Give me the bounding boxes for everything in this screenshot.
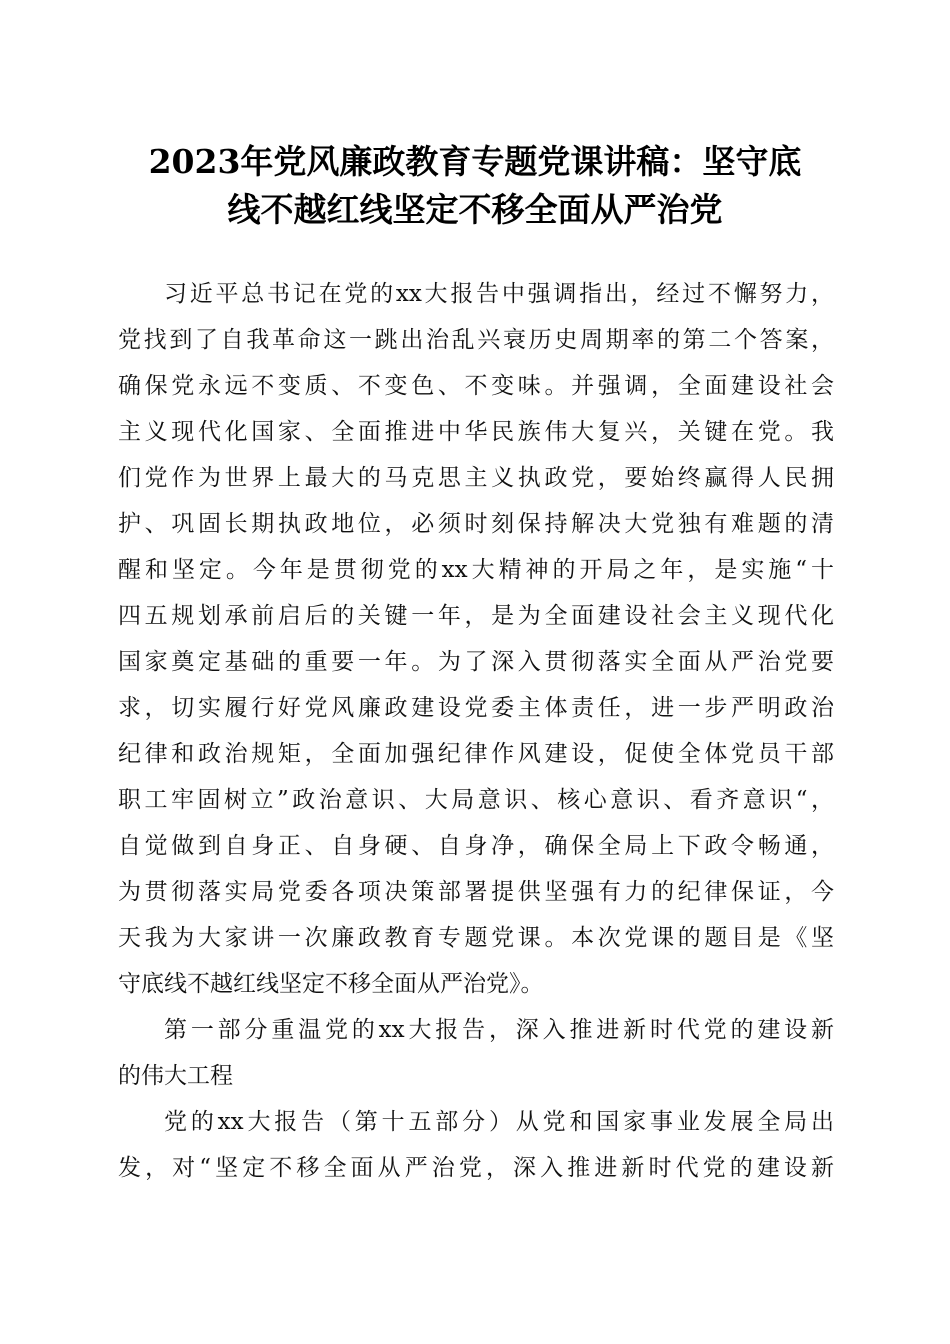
section-paragraph: [118, 1099, 834, 1191]
section-heading: [118, 1007, 834, 1099]
text-line: 党的xx大报告（第十五部分）从党和国家事业发展全局出: [164, 1109, 834, 1135]
text-line: 发，对“坚定不移全面从严治党，深入推进新时代党的建设新: [118, 1155, 834, 1181]
text-line: 天我为大家讲一次廉政教育专题党课。本次党课的题目是《坚: [118, 925, 834, 951]
text-line: 确保党永远不变质、不变色、不变味。并强调，全面建设社会: [118, 373, 834, 399]
title-line: 2023年党风廉政教育专题党课讲稿：坚守底: [148, 142, 802, 181]
text-line: 国家奠定基础的重要一年。为了深入贯彻落实全面从严治党要: [118, 649, 834, 675]
text-line: 求，切实履行好党风廉政建设党委主体责任，进一步严明政治: [118, 695, 834, 721]
document-body: [118, 271, 834, 1191]
text-line: 主义现代化国家、全面推进中华民族伟大复兴，关键在党。我: [118, 419, 834, 445]
text-line: 纪律和政治规矩，全面加强纪律作风建设，促使全体党员干部: [118, 741, 834, 767]
text-line: 职工牢固树立”政治意识、大局意识、核心意识、看齐意识“，: [118, 787, 834, 813]
text-line: 醒和坚定。今年是贯彻党的xx大精神的开局之年，是实施“十: [118, 557, 834, 583]
title-line: 线不越红线坚定不移全面从严治党: [227, 190, 723, 229]
text-line: 四五规划承前启后的关键一年，是为全面建设社会主义现代化: [118, 603, 834, 629]
text-line: 党找到了自我革命这一跳出治乱兴衰历史周期率的第二个答案，: [118, 327, 834, 353]
intro-paragraph: [118, 271, 834, 1007]
text-line: 为贯彻落实局党委各项决策部署提供坚强有力的纪律保证，今: [118, 879, 834, 905]
heading-line: 的伟大工程: [118, 1063, 233, 1089]
text-line: 习近平总书记在党的xx大报告中强调指出，经过不懈努力，: [164, 281, 834, 307]
text-line: 护、巩固长期执政地位，必须时刻保持解决大党独有难题的清: [118, 511, 834, 537]
text-line: 守底线不越红线坚定不移全面从严治党》。: [118, 971, 544, 997]
heading-line: 第一部分重温党的xx大报告，深入推进新时代党的建设新: [164, 1017, 834, 1043]
document-title: [100, 138, 850, 234]
text-line: 自觉做到自身正、自身硬、自身净，确保全局上下政令畅通，: [118, 833, 834, 859]
text-line: 们党作为世界上最大的马克思主义执政党，要始终赢得人民拥: [118, 465, 834, 491]
